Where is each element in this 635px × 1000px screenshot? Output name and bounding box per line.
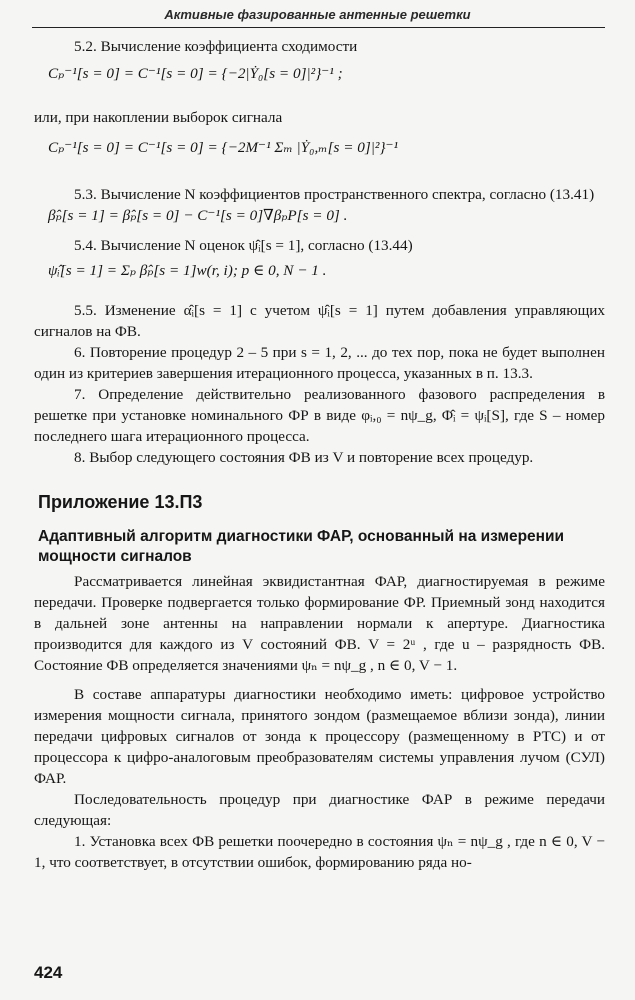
step-5-5: 5.5. Изменение α̂ᵢ[s = 1] с учетом ψ̂ᵢ[s = 1] путем добавления управляющих сигналов на ФВ. xyxy=(34,302,605,340)
formula-estimates: ψ̂ᵢ[s = 1] = Σₚ β̂ₚ[s = 1]w(r, i); p ∈ 0, N − 1 . xyxy=(48,262,327,279)
formula-convergence-accumulated: Cₚ⁻¹[s = 0] = C⁻¹[s = 0] = {−2M⁻¹ Σₘ |Ẏ₀,ₘ[s = 0]|²}⁻¹ xyxy=(48,139,399,156)
appendix-paragraph-2: В составе аппаратуры диагностики необходимо иметь: цифровое устройство измерения мощности сигнала, принятого зондом (размещаемое вблизи зонда), линии передачи цифровых сигналов от зонда к процессору (размещенному в РТС) и от процессора к цифро-аналоговым преобразователям системы управления лучом (СУЛ) ФАР. xyxy=(34,686,605,787)
appendix-subtitle: Адаптивный алгоритм диагностики ФАР, основанный на измерении мощности сигналов xyxy=(38,528,565,565)
header-rule xyxy=(32,27,605,28)
step-5-3: 5.3. Вычисление N коэффициентов пространственного спектра, согласно (13.41) xyxy=(74,186,595,203)
appendix-paragraph-3: Последовательность процедур при диагностике ФАР в режиме передачи следующая: xyxy=(34,791,605,829)
running-header: Активные фазированные антенные решетки xyxy=(164,7,471,22)
step-5-2: 5.2. Вычисление коэффициента сходимости xyxy=(74,38,358,55)
formula-spectrum: β̂ₚ[s = 1] = β̂ₚ[s = 0] − C⁻¹[s = 0]∇βₚP[s = 0] . xyxy=(48,207,348,224)
page-number: 424 xyxy=(34,963,63,982)
step-7: 7. Определение действительно реализованного фазового распределения в решетке при установке номинального ФР в виде φᵢ,₀ = nψ_g, Φ̂ᵢ = ψᵢ[S], где S – номер последнего шага итерационного процесса. xyxy=(34,386,605,445)
appendix-title: Приложение 13.П3 xyxy=(38,492,203,512)
step-5-2-alt: или, при накоплении выборок сигнала xyxy=(34,109,283,126)
step-8: 8. Выбор следующего состояния ФВ из V и повторение всех процедур. xyxy=(74,449,534,466)
step-6: 6. Повторение процедур 2 – 5 при s = 1, 2, ... до тех пор, пока не будет выполнен один из критериев завершения итерационного процесса, указанных в п. 13.3. xyxy=(34,344,605,382)
step-5-4: 5.4. Вычисление N оценок ψ̂ᵢ[s = 1], согласно (13.44) xyxy=(74,237,413,254)
page-body xyxy=(34,36,605,873)
appendix-paragraph-1: Рассматривается линейная эквидистантная ФАР, диагностируемая в режиме передачи. Проверке подвергается только формирование ФР. Приемный зонд находится в дальней зоне антенны на направлении нормали к апертуре. Диагностика производится для каждого из V состояний ФВ. V = 2ᵘ , где u – разрядность ФВ. Состояние ФВ определяется значениями ψₙ = nψ_g , n ∈ 0, V − 1. xyxy=(34,573,605,674)
appendix-paragraph-4: 1. Установка всех ФВ решетки поочередно в состояния ψₙ = nψ_g , где n ∈ 0, V − 1, что соответствует, в отсутствии ошибок, формированию ряда но- xyxy=(34,833,605,871)
formula-convergence: Cₚ⁻¹[s = 0] = C⁻¹[s = 0] = {−2|Ẏ₀[s = 0]|²}⁻¹ ; xyxy=(48,65,343,82)
